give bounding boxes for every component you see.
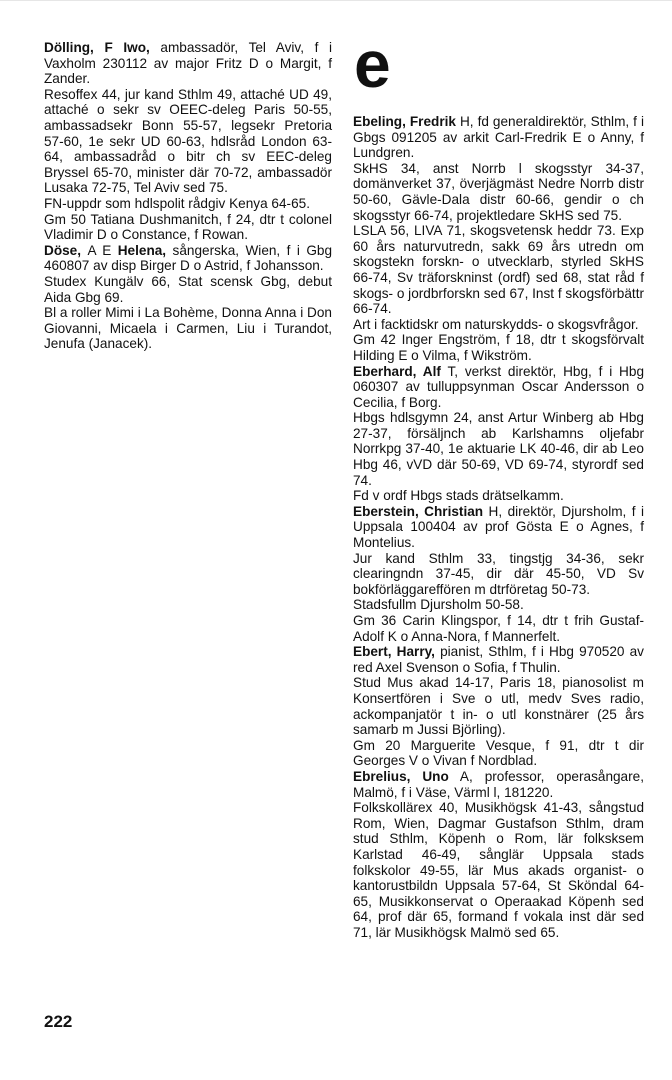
- entry-given-name: A E: [87, 242, 118, 258]
- entry-given-name: H,: [483, 503, 503, 519]
- section-letter: e: [354, 27, 391, 101]
- entry-given-name: H,: [455, 114, 474, 129]
- entry-name-2: Helena,: [117, 242, 167, 258]
- entry-text: fd generaldirektör, Sthlm, f i Gbgs 091205 av arkit Carl-Fredrik E o Anny, f Lundgren.: [353, 114, 644, 161]
- entry-name: Ebeling, Fredrik: [353, 114, 456, 129]
- entry-name: Döse,: [44, 242, 88, 258]
- entry-paragraph: Jur kand Sthlm 33, tingstjg 34-36, sekr clearingndn 37-45, dir där 45-50, VD Sv bokförläggareffören m dtrföretag 50-73.: [353, 550, 644, 597]
- entry-paragraph: LSLA 56, LIVA 71, skogsvetensk heddr 73. Exp 60 års naturvutredn, sakk 69 års utredn om skogstekn forskn- o utvecklarb, styrled SkHS 66-74, Sv träforskninst (ordf) sed 68, stat råd f skogs- o jordbrforskn sed 67, Inst f skogsförbättr 66-74.: [353, 223, 644, 317]
- entry-name: Ebrelius, Uno: [353, 768, 449, 784]
- entry-text: professor, operasångare, Malmö, f i Väse, Värml l, 181220.: [353, 768, 644, 800]
- entry-eberhard: [353, 364, 644, 411]
- entry-name: Eberstein, Christian: [353, 503, 484, 519]
- entry-paragraph: Studex Kungälv 66, Stat scensk Gbg, debut Aida Gbg 69.: [44, 273, 332, 305]
- entry-paragraph: Hbgs hdlsgymn 24, anst Artur Winberg ab Hbg 27-37, försäljnch ab Karlshamns oljefabr Norrkpg 37-40, 1e aktuarie LK 40-46, dir ab Leo Hbg 46, vVD där 50-69, VD 69-74, styrordf sed 74.: [353, 410, 644, 488]
- entry-given-name: T,: [440, 363, 459, 379]
- entry-paragraph: Resoffex 44, jur kand Sthlm 49, attaché UD 49, attaché o sekr sv OEEC-deleg Paris 50-55, ambassadsekr Bonn 55-57, legsekr Pretoria 57-60, 1e sekr UD 60-63, hdlsråd London 63-64, ambassadråd o bitr ch sv EEC-deleg Bryssel 65-70, minister där 70-72, ambassadör Lusaka 72-75, Tel Aviv sed 75.: [44, 86, 332, 196]
- entry-paragraph: Folkskollärex 40, Musikhögsk 41-43, sångstud Rom, Wien, Dagmar Gustafson Sthlm, dram stud Sthlm, Köpenh o Rom, lär folksksem Karlstad 46-49, sånglär Uppsala stads folkskolor 49-55, lär Mus akads organist- o kantorustbildn Uppsala 57-64, St Sköndal 64-65, Musikkonservat o Operaakad Köpenh sed 64, prof där 65, formand f vokala inst där sed 71, lär Musikhögsk Malmö sed 65.: [353, 800, 644, 940]
- entry-paragraph: Gm 20 Marguerite Vesque, f 91, dtr t dir Georges V o Vivan f Nordblad.: [353, 737, 644, 769]
- page-number: 222: [44, 1012, 73, 1031]
- entry-paragraph: Bl a roller Mimi i La Bohème, Donna Anna i Don Giovanni, Micaela i Carmen, Liu i Turandot, Jenufa (Janacek).: [44, 305, 332, 352]
- entry-paragraph: Art i facktidskr om naturskydds- o skogsvfrågor.: [353, 316, 639, 332]
- entry-name: Dölling,: [44, 40, 105, 55]
- entry-name: Ebert, Harry,: [353, 644, 435, 660]
- entry-paragraph: Stadsfullm Djursholm 50-58.: [353, 597, 524, 613]
- entry-text: direktör, Djursholm, f i Uppsala 100404 av prof Gösta E o Agnes, f Montelius.: [353, 503, 645, 551]
- entry-paragraph: Gm 50 Tatiana Dushmanitch, f 24, dtr t colonel Vladimir D o Constance, f Rowan.: [44, 211, 332, 243]
- entry-paragraph: SkHS 34, anst Norrb l skogsstyr 34-37, domänverket 37, överjägmäst Nedre Norrb distr 50-60, Gävle-Dala distr 60-66, gendir o ch skogsstyr 66-74, projektledare SkHS sed 75.: [353, 160, 644, 223]
- entry-paragraph: Gm 36 Carin Klingspor, f 14, dtr t frih Gustaf-Adolf K o Anna-Nora, f Mannerfelt.: [353, 613, 644, 644]
- entry-eberstein: [353, 504, 644, 551]
- entry-dolling: [44, 40, 332, 87]
- entry-given-name: A,: [448, 768, 473, 784]
- entry-paragraph: Gm 42 Inger Engström, f 18, dtr t skogsförvalt Hilding E o Vilma, f Wikström.: [353, 332, 644, 363]
- entry-ebrelius: [353, 769, 644, 800]
- entry-dose: [44, 243, 332, 274]
- right-column: [353, 27, 645, 940]
- entry-ebert: [353, 644, 644, 675]
- entry-paragraph: FN-uppdr som hdlspolit rådgiv Kenya 64-65.: [44, 195, 310, 211]
- scan-edge: [0, 0, 672, 1]
- entry-given-name: F Iwo,: [104, 40, 150, 55]
- entry-name: Eberhard, Alf: [353, 363, 441, 379]
- entry-paragraph: Fd v ordf Hbgs stads drätselkamm.: [353, 488, 564, 504]
- entry-text: pianist, Sthlm, f i Hbg 970520 av red Axel Svenson o Sofia, f Thulin.: [353, 644, 644, 675]
- entry-ebeling: [353, 114, 644, 161]
- left-column: [44, 40, 332, 352]
- entry-text: verkst direktör, Hbg, f i Hbg 060307 av tulluppsynman Oscar Andersson o Cecilia, f Borg.: [353, 363, 644, 410]
- entry-text: sångerska, Wien, f i Gbg 460807 av disp Birger D o Astrid, f Johansson.: [44, 242, 333, 274]
- entry-paragraph: Stud Mus akad 14-17, Paris 18, pianosolist m Konsertfören i Sve o utl, medv Sves radio, ackompanjatör t in- o utl konstnärer (25 års samarb m Jussi Björling).: [353, 675, 644, 738]
- entry-text: ambassadör, Tel Aviv, f i Vaxholm 230112 av major Fritz D o Margit, f Zander.: [44, 40, 332, 87]
